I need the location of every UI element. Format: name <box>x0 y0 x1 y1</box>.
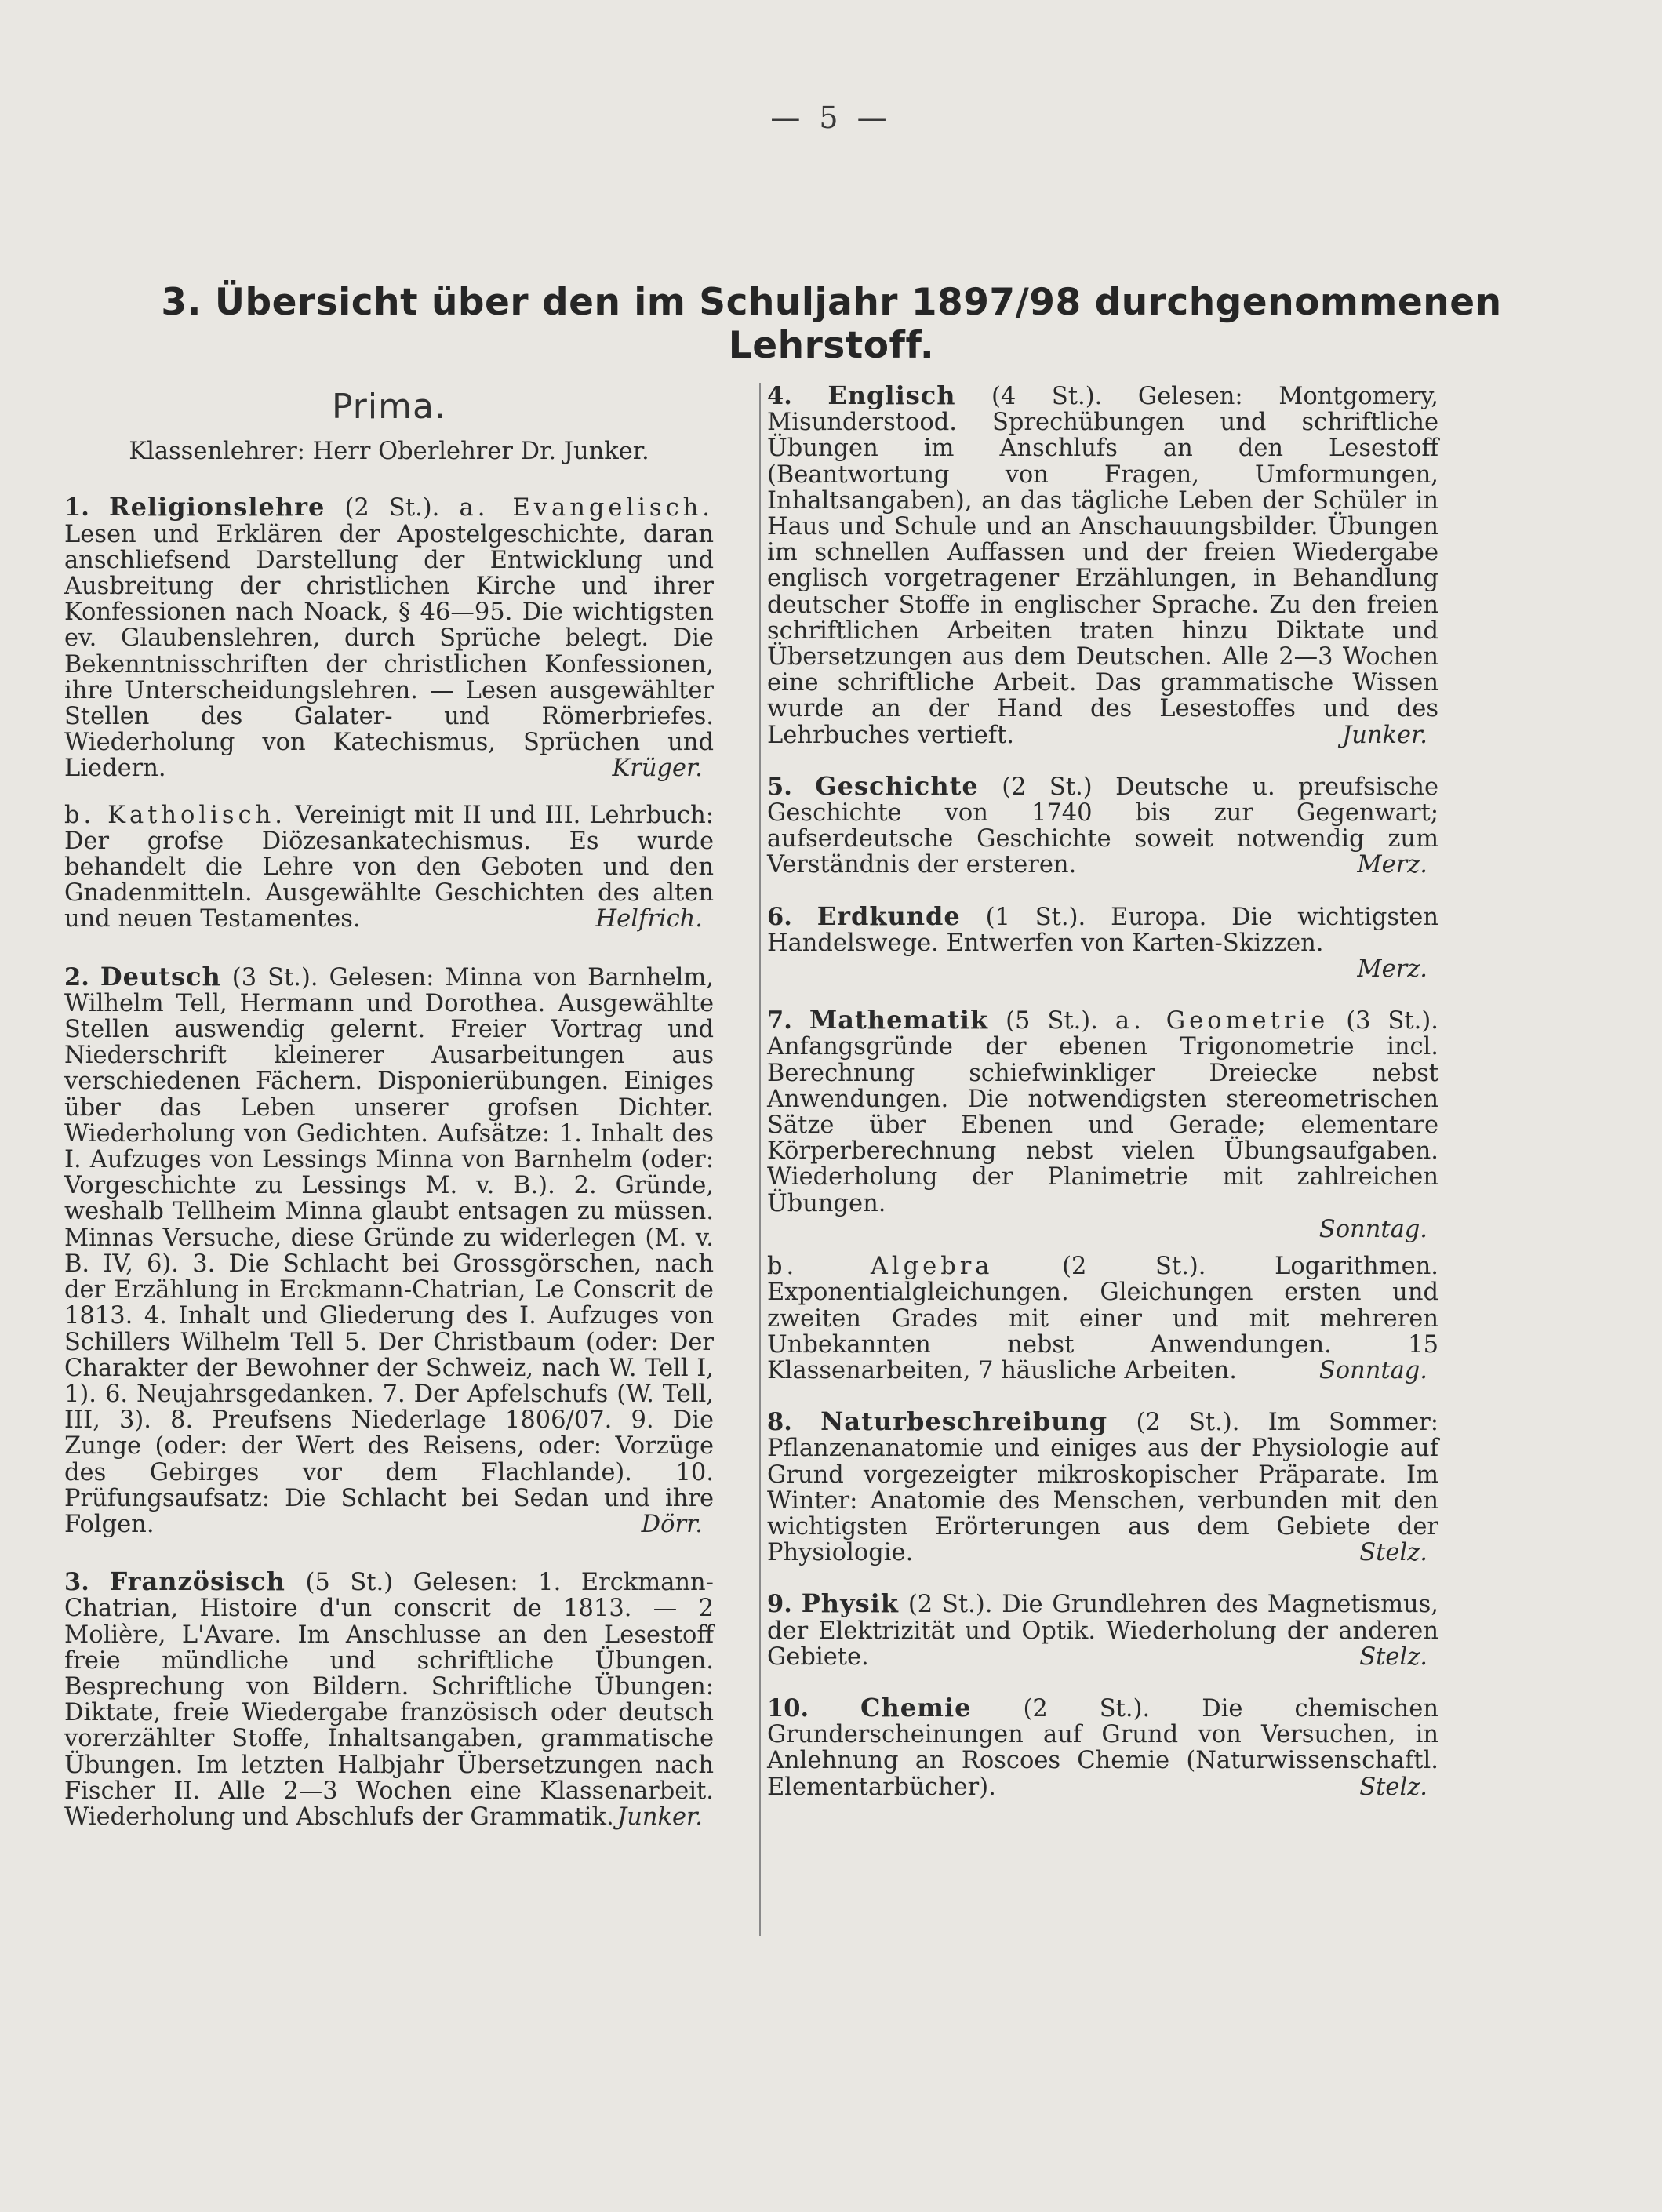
section-religion-b <box>64 802 714 933</box>
left-column <box>64 383 714 1861</box>
mathematik-title: Mathematik <box>809 1005 989 1035</box>
physik-title: Physik <box>801 1588 899 1619</box>
mathematik-a-text: (3 St.). Anfangsgründe der ebenen Trigonometrie incl. Berechnung schiefwinkliger Dreiecke nebst Anwendungen. Die notwendigsten stereometrischen Sätze über Ebenen und Gerade; elementare Körperberechnung nebst vielen Übungsaufgaben. Wiederholung der Planimetrie mit zahlreichen Übungen. <box>767 1007 1438 1217</box>
deutsch-paragraph <box>64 961 714 1538</box>
mathematik-b-label: b. Algebra <box>767 1253 994 1281</box>
mathematik-hours: (5 St.). <box>1006 1007 1098 1035</box>
geschichte-number: 5. <box>767 772 792 801</box>
franzoesisch-title: Französisch <box>109 1566 285 1597</box>
physik-text: Die Grundlehren des Magnetismus, der Elektrizität und Optik. Wiederholung der anderen Gebiete. <box>767 1591 1438 1671</box>
englisch-hours: (4 St.). <box>991 383 1103 410</box>
chemie-number: 10. <box>767 1694 809 1723</box>
mathematik-b-paragraph <box>767 1253 1438 1384</box>
chemie-teacher: Stelz. <box>1359 1773 1427 1801</box>
mathematik-a-teacher: Sonntag. <box>1318 1215 1427 1243</box>
franzoesisch-text: Gelesen: 1. Erckmann-Chatrian, Histoire d'un conscrit de 1813. — 2 Molière, L'Avare. Im Anschlusse an den Lesestoff freie mündliche und schriftliche Übungen. Besprechung von Bildern. Schriftliche Übungen: Diktate, freie Wiedergabe französisch oder deutsch vorerzählter Stoffe, Inhaltsangaben, grammatische Übungen. Im letzten Halbjahr Übersetzungen nach Fischer II. Alle 2—3 Wochen eine Klassenarbeit. Wiederholung und Abschlufs der Grammatik. <box>64 1569 714 1831</box>
class-title: Prima. <box>332 387 446 427</box>
englisch-paragraph <box>767 380 1438 749</box>
section-mathematik <box>767 1007 1438 1242</box>
section-geschichte <box>767 770 1438 879</box>
column-divider <box>759 383 761 1936</box>
deutsch-number: 2. <box>64 962 89 991</box>
englisch-title: Englisch <box>827 380 956 410</box>
naturbeschreibung-paragraph <box>767 1406 1438 1567</box>
physik-paragraph <box>767 1588 1438 1671</box>
franzoesisch-paragraph <box>64 1566 714 1831</box>
erdkunde-number: 6. <box>767 902 792 931</box>
englisch-number: 4. <box>767 382 792 410</box>
naturbeschreibung-teacher: Stelz. <box>1359 1539 1427 1567</box>
geschichte-teacher: Merz. <box>1357 851 1427 879</box>
erdkunde-hours: (1 St.). <box>985 903 1086 931</box>
physik-number: 9. <box>767 1590 792 1619</box>
erdkunde-text: Europa. Die wichtigsten Handelswege. Entwerfen von Karten-Skizzen. <box>767 903 1439 957</box>
page-number: — 5 — <box>770 100 892 135</box>
religion-a-paragraph <box>64 494 714 781</box>
naturbeschreibung-text: Im Sommer: Pflanzenanatomie und einiges aus der Physiologie auf Grund vorgezeigter mikroskopischer Präparate. Im Winter: Anatomie des Menschen, verbunden mit den wichtigsten Erörterungen aus dem Gebiete der Physiologie. <box>767 1409 1438 1567</box>
deutsch-text: Gelesen: Minna von Barnhelm, Wilhelm Tell, Hermann und Dorothea. Ausgewählte Stellen auswendig gelernt. Freier Vortrag und Niederschrift kleinerer Ausarbeitungen aus verschiedenen Fächern. Disponierübungen. Einiges über das Leben unserer grofsen Dichter. Wiederholung von Gedichten. Aufsätze: 1. Inhalt des I. Aufzuges von Lessings Minna von Barnhelm (oder: Vorgeschichte zu Lessings M. v. B.). 2. Gründe, weshalb Tellheim Minna glaubt entsagen zu müssen. Minnas Versuche, diese Gründe zu widerlegen (M. v. B. IV, 6). 3. Die Schlacht bei Grossgörschen, nach der Erzählung in Erckmann-Chatrian, Le Conscrit de 1813. 4. Inhalt und Gliederung des I. Aufzuges von Schillers Wilhelm Tell 5. Der Christbaum (oder: Der Charakter der Bewohner der Schweiz, nach W. Tell I, 1). 6. Neujahrsgedanken. 7. Der Apfelschufs (W. Tell, III, 3). 8. Preufsens Niederlage 1806/07. 9. Die Zunge (oder: der Wert des Reisens, oder: Vorzüge des Gebirges vor dem Flachlande). 10. Prüfungsaufsatz: Die Schlacht bei Sedan und ihre Folgen. <box>64 963 714 1538</box>
erdkunde-title: Erdkunde <box>816 900 961 931</box>
religion-title: Religionslehre <box>108 492 325 522</box>
deutsch-teacher: Dörr. <box>641 1510 703 1538</box>
englisch-teacher: Junker. <box>1342 721 1427 749</box>
chemie-title: Chemie <box>860 1692 972 1723</box>
englisch-text: Gelesen: Montgomery, Misunderstood. Sprechübungen und schriftliche Übungen im Anschlufs an den Lesestoff (Beantwortung von Fragen, Umformungen, Inhaltsangaben), an das tägliche Leben der Schüler in Haus und Schule und an Anschauungsbilder. Übungen im schnellen Auffassen und der freien Wiedergabe englisch vorgetragener Erzählungen, in Behandlung deutscher Stoffe in englischer Sprache. Zu den freien schriftlichen Arbeiten traten hinzu Diktate und Übersetzungen aus dem Deutschen. Alle 2—3 Wochen eine schriftliche Arbeit. Das grammatische Wissen wurde an der Hand des Lesestoffes und des Lehrbuches vertieft. <box>767 383 1438 749</box>
chemie-hours: (2 St.). <box>1023 1694 1151 1723</box>
mathematik-b-text: (2 St.). Logarithmen. Exponentialgleichungen. Gleichungen ersten und zweiten Grades mit einer und mit mehreren Unbekannten nebst Anwendungen. 15 Klassenarbeiten, 7 häusliche Arbeiten. <box>767 1253 1438 1384</box>
naturbeschreibung-title: Naturbeschreibung <box>820 1406 1108 1437</box>
geschichte-text: Deutsche u. preufsische Geschichte von 1740 bis zur Gegenwart; aufserdeutsche Geschichte soweit notwendig zum Verständnis der ersteren. <box>767 773 1438 879</box>
mathematik-a-label: a. Geometrie <box>1115 1007 1329 1035</box>
religion-b-teacher: Helfrich. <box>595 905 703 933</box>
section-religion <box>64 494 714 781</box>
franzoesisch-number: 3. <box>64 1568 89 1597</box>
religion-number: 1. <box>64 493 89 522</box>
physik-hours: (2 St.). <box>907 1591 993 1619</box>
mathematik-b-teacher: Sonntag. <box>1318 1356 1427 1384</box>
right-column <box>767 380 1439 1825</box>
mathematik-a-paragraph <box>767 1007 1438 1217</box>
religion-b-label: b. Katholisch. <box>64 801 286 829</box>
religion-a-label: a. Evangelisch. <box>459 494 714 522</box>
physik-teacher: Stelz. <box>1359 1643 1427 1671</box>
geschichte-paragraph <box>767 770 1438 879</box>
section-mathematik-b <box>767 1253 1438 1384</box>
naturbeschreibung-hours: (2 St.). <box>1136 1409 1240 1437</box>
section-naturbeschreibung <box>767 1406 1438 1567</box>
franzoesisch-hours: (5 St.) <box>305 1569 394 1597</box>
deutsch-hours: (3 St.). <box>231 963 318 991</box>
erdkunde-paragraph <box>767 900 1439 957</box>
mathematik-number: 7. <box>767 1006 792 1035</box>
section-deutsch <box>64 961 714 1538</box>
naturbeschreibung-number: 8. <box>767 1408 792 1437</box>
religion-a-teacher: Krüger. <box>612 755 703 783</box>
section-franzoesisch <box>64 1566 714 1831</box>
section-englisch <box>767 380 1438 749</box>
class-teacher: Klassenlehrer: Herr Oberlehrer Dr. Junker. <box>129 438 649 466</box>
section-erdkunde <box>767 900 1439 984</box>
geschichte-title: Geschichte <box>815 770 979 801</box>
franzoesisch-teacher: Junker. <box>617 1803 703 1831</box>
geschichte-hours: (2 St.) <box>1002 773 1093 801</box>
religion-b-text: Vereinigt mit II und III. Lehrbuch: Der grofse Diözesankatechismus. Es wurde behandelt die Lehre von den Geboten und den Gnadenmitteln. Ausgewählte Geschichten des alten und neuen Testamentes. <box>64 801 714 933</box>
religion-b-paragraph <box>64 802 714 933</box>
chemie-paragraph <box>767 1692 1438 1801</box>
religion-hours: (2 St.). <box>344 494 440 522</box>
chemie-text: Die chemischen Grunderscheinungen auf Grund von Versuchen, in Anlehnung an Roscoes Chemie (Naturwissenschaftl. Elementarbücher). <box>767 1694 1438 1801</box>
page-title: 3. Übersicht über den im Schuljahr 1897/98 durchgenommenen Lehrstoff. <box>161 281 1502 367</box>
section-chemie <box>767 1692 1438 1801</box>
religion-a-text: Lesen und Erklären der Apostelgeschichte, daran anschliefsend Darstellung der Entwicklung und Ausbreitung der christlichen Kirche und ihrer Konfessionen nach Noack, § 46—95. Die wichtigsten ev. Glaubenslehren, durch Sprüche belegt. Die Bekenntnisschriften der christlichen Konfessionen, ihre Unterscheidungslehren. — Lesen ausgewählter Stellen des Galater- und Römerbriefes. Wiederholung von Katechismus, Sprüchen und Liedern. <box>64 520 714 783</box>
section-physik <box>767 1588 1438 1671</box>
deutsch-title: Deutsch <box>100 961 221 991</box>
erdkunde-teacher: Merz. <box>1357 955 1427 984</box>
